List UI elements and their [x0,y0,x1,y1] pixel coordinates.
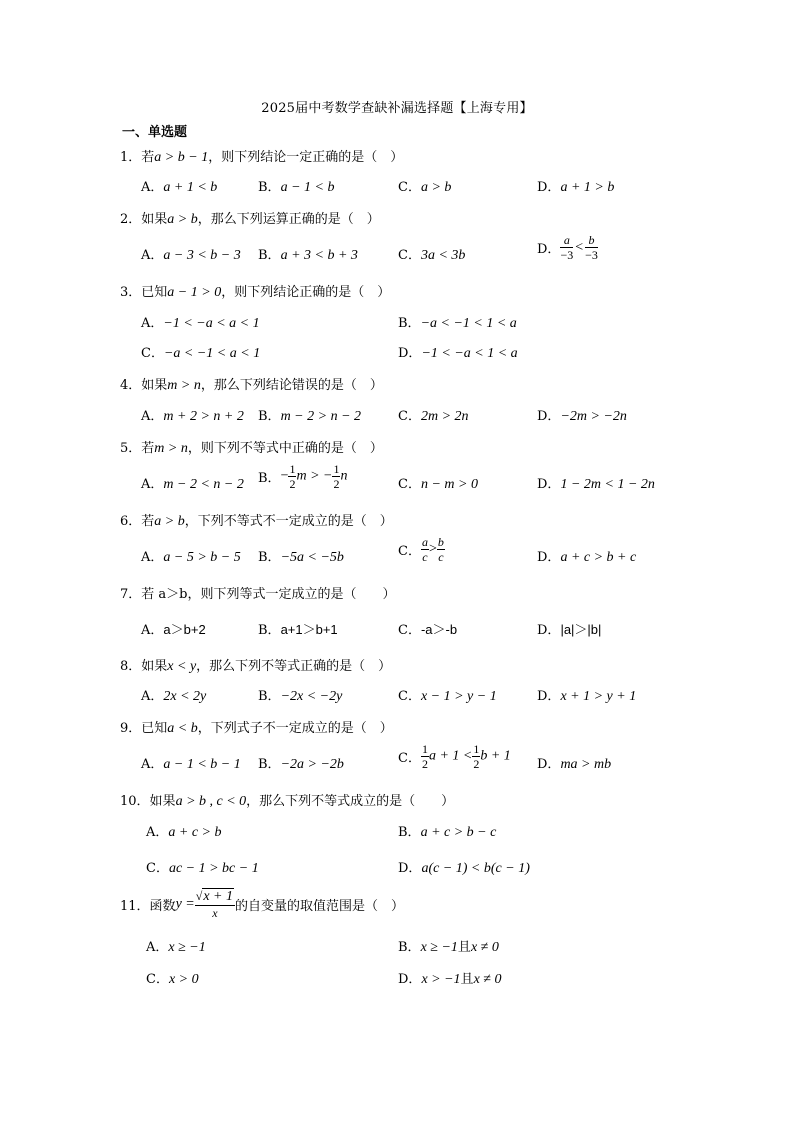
option-d[interactable] [398,968,501,988]
option-d[interactable] [537,685,636,705]
option-label: A． [141,550,164,565]
question-condition: a < b [167,721,198,736]
question-text: ，下列式子不一定成立的是（ ） [197,721,393,736]
option-label: D． [537,623,561,638]
question-6 [120,510,393,530]
option-c[interactable] [398,536,445,563]
option-b[interactable] [258,685,342,705]
option-b[interactable] [258,176,334,196]
option-label: A． [146,825,169,840]
option-b[interactable] [258,463,347,490]
question-number: 1． [120,150,142,165]
option-c[interactable] [398,743,511,770]
option-label: A． [141,316,164,331]
fraction [585,234,598,261]
option-label: C． [146,861,169,876]
question-text: 如果 [141,378,168,393]
question-number: 4． [120,378,142,393]
fraction [560,234,573,261]
option-d[interactable] [537,176,614,196]
option-expr: m + 2 > n + 2 [163,409,244,424]
option-expr: a − 5 > b − 5 [163,550,241,565]
question-text: 如果 [141,659,168,674]
option-expr: m − 2 < n − 2 [163,477,244,492]
fraction-numerator: 1 [421,742,428,756]
option-label: A． [141,180,164,195]
option-label: A． [141,623,164,638]
question-number: 8． [120,659,142,674]
option-expr: 3a < 3b [420,248,466,263]
option-expr: −1 < −a < 1 < a [421,346,518,361]
option-label: C． [398,689,421,704]
fraction-numerator: √x + 1 [195,889,233,904]
option-expr: a + c > b − c [420,825,497,840]
question-text: 如果 [149,794,176,809]
question-text: ，那么下列不等式成立的是（ ） [246,794,455,809]
option-c[interactable] [141,342,260,362]
option-label: B． [398,316,421,331]
option-expr: a+1＞b+1 [280,622,338,637]
section-heading: 一、单选题 [122,125,188,140]
fraction-denominator: 2 [473,757,480,771]
option-expr: x > −1 [421,972,461,987]
option-expr: x > 0 [168,972,199,987]
option-label: D． [398,346,422,361]
option-expr: n [340,468,348,484]
option-label: C． [398,477,421,492]
question-2 [120,208,380,228]
option-expr: m > − [296,468,333,484]
conjunction-text: 且 [460,972,474,987]
option-label: B． [258,757,281,772]
option-label: B． [258,689,281,704]
sqrt-radicand: x + 1 [203,889,233,904]
option-c[interactable] [146,857,259,877]
question-3 [120,281,390,301]
option-label: C． [141,346,164,361]
fraction-denominator: x [212,906,218,920]
option-expr: x + 1 > y + 1 [560,689,637,704]
fraction-numerator: a [560,234,573,248]
option-label: D． [537,180,561,195]
option-expr: x ≥ −1 [420,940,458,955]
option-expr: a − 1 < b − 1 [163,757,241,772]
option-expr: x ≠ 0 [470,940,499,955]
option-d[interactable] [537,546,636,566]
option-label: D． [398,972,422,987]
question-number: 11． [120,899,150,914]
question-text: 如果 [141,212,168,227]
fraction-denominator: 2 [333,477,340,491]
question-text: ，那么下列不等式正确的是（ ） [196,659,392,674]
option-label: B． [398,940,421,955]
fraction-denominator: −3 [560,248,574,262]
option-expr: a − 3 < b − 3 [163,248,241,263]
question-5 [120,437,383,457]
fraction-denominator: 2 [421,757,428,771]
question-number: 5． [120,441,142,456]
option-b[interactable] [398,821,496,841]
option-label: B． [398,825,421,840]
option-label: B． [258,180,281,195]
question-text: 若 [141,514,155,529]
option-d[interactable] [537,405,627,425]
option-expr: b + 1 [480,748,511,764]
option-c[interactable] [398,405,469,425]
option-label: D． [537,242,561,257]
option-expr: a + c > b [168,825,222,840]
option-expr: x ≠ 0 [473,972,502,987]
option-label: A． [141,248,164,263]
option-expr: a + 1 < b [163,180,218,195]
option-b[interactable] [258,753,344,773]
option-d[interactable] [398,857,530,877]
option-expr: a + 1 < [428,748,473,764]
option-b[interactable] [398,312,517,332]
option-d[interactable] [537,619,601,638]
conjunction-text: 且 [457,940,471,955]
question-number: 6． [120,514,142,529]
option-a[interactable] [146,821,222,841]
option-a[interactable] [141,546,241,566]
option-expr: −a < −1 < a < 1 [163,346,261,361]
question-text: 的自变量的取值范围是（ ） [235,899,405,914]
fraction [421,743,429,770]
question-text: 若 a＞b，则下列等式一定成立的是（ ） [141,587,396,602]
option-expr: −1 < −a < a < 1 [163,316,260,331]
option-label: B． [258,248,281,263]
option-label: B． [258,409,281,424]
question-condition: m > n [154,441,188,456]
question-number: 9． [120,721,142,736]
fraction-numerator: 1 [289,462,296,476]
option-label: C． [398,544,421,559]
option-label: D． [398,861,422,876]
option-expr: −2m > −2n [560,409,627,424]
option-b[interactable] [398,936,499,956]
option-c[interactable] [398,473,478,493]
option-label: D． [537,689,561,704]
option-a[interactable] [141,685,206,705]
option-expr: x − 1 > y − 1 [420,689,497,704]
option-b[interactable] [258,619,338,638]
option-expr: −5a < −5b [280,550,344,565]
option-label: C． [398,751,421,766]
question-1 [120,146,403,166]
fraction-numerator: 1 [333,462,340,476]
option-label: A． [146,940,169,955]
option-label: A． [141,757,164,772]
option-label: C． [398,248,421,263]
option-label: A． [141,409,164,424]
question-number: 10． [120,794,150,809]
question-condition: a > b , c < 0 [175,794,247,809]
option-expr: -a＞-b [420,622,458,637]
question-number: 7． [120,587,142,602]
question-text: ，那么下列结论错误的是（ ） [200,378,383,393]
option-label: A． [141,689,164,704]
option-label: C． [146,972,169,987]
option-c[interactable] [398,685,497,705]
question-7 [120,583,396,602]
fraction-denominator: c [422,550,428,564]
option-label: D． [537,409,561,424]
option-a[interactable] [141,176,217,196]
question-text: ，那么下列运算正确的是（ ） [197,212,380,227]
question-10 [120,790,454,810]
document-title: 2025届中考数学查缺补漏选择题【上海专用】 [261,101,533,116]
option-c[interactable] [146,968,199,988]
option-expr: a + c > b + c [560,550,637,565]
fraction-denominator: c [438,550,444,564]
option-expr: n − m > 0 [420,477,478,492]
option-label: C． [398,623,421,638]
option-b[interactable] [258,546,344,566]
option-label: C． [398,180,421,195]
fraction-numerator: 1 [473,742,480,756]
option-a[interactable] [141,473,244,493]
option-a[interactable] [141,312,260,332]
fraction-numerator: b [585,234,598,248]
question-condition: a > b − 1 [154,150,209,165]
option-a[interactable] [141,405,244,425]
option-expr: a − 1 < b [280,180,335,195]
option-expr: x ≥ −1 [168,940,206,955]
question-condition: a > b [167,212,198,227]
option-a[interactable] [141,244,241,264]
option-d[interactable] [537,234,598,261]
option-b[interactable] [258,244,358,264]
question-condition: y = [175,896,195,912]
option-label: A． [141,477,164,492]
option-b[interactable] [258,405,361,425]
fraction-numerator: b [437,535,444,549]
option-label: C． [398,409,421,424]
option-expr: −2x < −2y [280,689,343,704]
fraction [437,536,445,563]
option-d[interactable] [537,753,611,773]
option-c[interactable] [398,619,457,638]
option-expr: ma > mb [560,757,612,772]
option-expr: a > b [420,180,452,195]
operator: > [428,541,437,557]
fraction [195,890,235,919]
option-label: B． [258,471,281,486]
option-label: B． [258,623,281,638]
option-label: D． [537,550,561,565]
option-a[interactable] [141,753,241,773]
question-text: ，则下列不等式中正确的是（ ） [187,441,383,456]
option-expr: ac − 1 > bc − 1 [168,861,259,876]
operator: − [280,468,289,484]
option-expr: 1 − 2m < 1 − 2n [560,477,655,492]
option-expr: a + 1 > b [560,180,615,195]
question-number: 3． [120,285,142,300]
fraction-numerator: a [421,535,428,549]
option-d[interactable] [398,342,518,362]
question-condition: x < y [167,659,197,674]
question-text: ，则下列结论一定正确的是（ ） [208,150,404,165]
fraction-denominator: 2 [289,477,296,491]
option-expr: 2x < 2y [163,689,207,704]
fraction-denominator: −3 [585,248,598,262]
option-a[interactable] [146,936,206,956]
question-number: 2． [120,212,142,227]
question-condition: a − 1 > 0 [167,285,222,300]
question-text: 若 [141,150,155,165]
option-label: D． [537,477,561,492]
question-condition: m > n [167,378,201,393]
option-expr: a + 3 < b + 3 [280,248,358,263]
option-c[interactable] [398,244,465,264]
question-8 [120,655,391,675]
question-text: 已知 [141,285,168,300]
option-label: D． [537,757,561,772]
question-9 [120,717,393,737]
option-expr: −2a > −2b [280,757,344,772]
option-expr: 2m > 2n [420,409,469,424]
option-c[interactable] [398,176,451,196]
option-label: B． [258,550,281,565]
question-text: ，则下列结论正确的是（ ） [221,285,391,300]
question-condition: a > b [154,514,185,529]
option-expr: m − 2 > n − 2 [280,409,362,424]
question-text: 函数 [149,899,176,914]
option-expr: a(c − 1) < b(c − 1) [421,861,530,876]
question-text: 已知 [141,721,168,736]
option-expr: |a|＞|b| [560,622,602,637]
operator: < [575,239,584,255]
option-a[interactable] [141,619,206,638]
option-d[interactable] [537,473,655,493]
fraction [421,536,429,563]
question-11 [120,890,404,919]
question-text: 若 [141,441,155,456]
option-expr: −a < −1 < 1 < a [420,316,517,331]
question-4 [120,374,383,394]
option-expr: a＞b+2 [163,622,206,637]
question-text: ，下列不等式不一定成立的是（ ） [184,514,393,529]
